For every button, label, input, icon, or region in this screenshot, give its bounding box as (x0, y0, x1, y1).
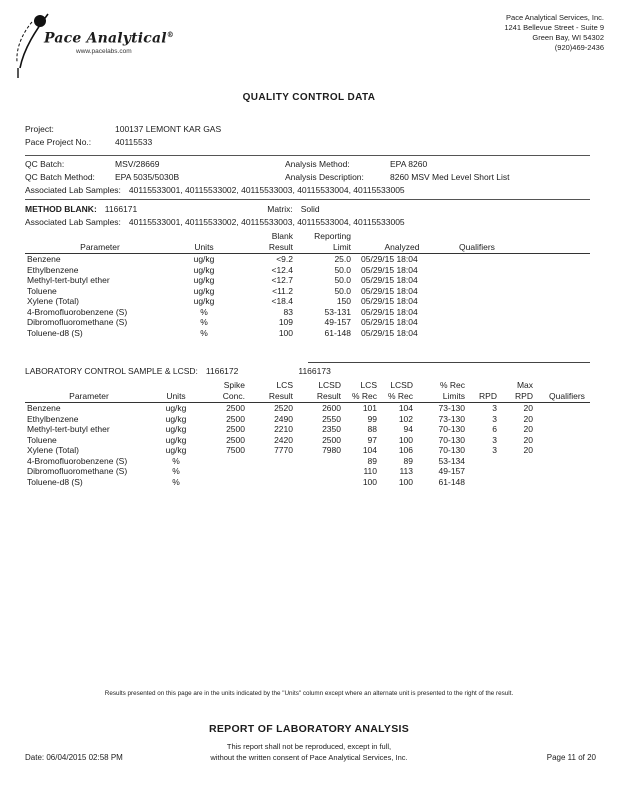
table-row-cell: 2600 (322, 403, 341, 413)
lcsd-id: 1166173 (298, 366, 331, 376)
method-blank-id: 1166171 (104, 204, 138, 214)
table-row (25, 414, 590, 425)
header-row-cell (445, 231, 590, 242)
matrix-value: Solid (300, 204, 320, 214)
mb-associated-samples-value: 40115533001, 40115533002, 40115533003, 40115533004, 40115533005 (128, 217, 405, 227)
table-row-cell: Dibromofluoromethane (S) (27, 317, 128, 327)
header-row-cell (25, 380, 153, 391)
table-row-cell: ug/kg (193, 275, 215, 285)
table-row-cell: Xylene (Total) (27, 296, 79, 306)
table-row (25, 328, 590, 339)
table-row-cell: 53-131 (324, 306, 351, 317)
table-row-cell: 61-148 (324, 327, 351, 338)
analysis-description-label: Analysis Description: (285, 172, 364, 182)
header-row-cell: Conc. (199, 391, 247, 403)
table-row-cell (499, 466, 535, 477)
header-row (25, 231, 590, 242)
table-row-cell (445, 317, 590, 328)
table-row-cell: Ethylbenzene (27, 413, 79, 424)
table-row (25, 466, 590, 477)
analysis-method-label: Analysis Method: (285, 159, 350, 169)
header-row-cell: RPD (499, 391, 535, 403)
print-date: Date: 06/04/2015 02:58 PM (25, 753, 123, 762)
table-row (25, 265, 590, 276)
table-row-cell: Ethylbenzene (27, 264, 79, 275)
table-row-cell (445, 254, 590, 265)
header-row-cell: Limits (415, 391, 467, 403)
table-row-cell: 88 (367, 424, 377, 434)
table-row-cell (467, 477, 499, 488)
header-row-cell: Limit (295, 242, 353, 254)
table-row-cell: 2550 (322, 413, 341, 424)
table-row-cell: 83 (283, 306, 293, 317)
header-row-cell: % Rec (343, 391, 379, 403)
pace-analytical-logo (14, 10, 184, 78)
table-row (25, 286, 590, 297)
pace-project-no-value: 40115533 (115, 137, 153, 147)
table-row-cell: 20 (523, 445, 533, 455)
table-row-cell: 50.0 (334, 285, 351, 296)
table-row (25, 307, 590, 318)
table-row-cell: ug/kg (193, 254, 215, 264)
table-row-cell: 05/29/15 18:04 (361, 296, 418, 306)
header-row-cell: LCSD (318, 380, 341, 390)
table-row-cell (535, 456, 590, 467)
table-row-cell: ug/kg (165, 403, 187, 413)
table-row-cell: 2500 (226, 434, 245, 445)
header-row-cell: Result (233, 242, 295, 254)
table-row-cell: Toluene (27, 434, 57, 445)
header-row-cell: Reporting (314, 231, 351, 241)
table-row-cell: <18.4 (271, 296, 293, 306)
page-header (0, 0, 618, 78)
header-row (25, 391, 590, 403)
table-row (25, 275, 590, 286)
lab-address-block (504, 10, 604, 78)
header-row-cell: Blank (271, 231, 293, 241)
header-row-cell: LCS (360, 380, 377, 390)
table-row (25, 296, 590, 307)
table-row-cell (445, 307, 590, 318)
table-row-cell: 2490 (274, 413, 293, 424)
header-row-cell: Qualifiers (535, 391, 590, 403)
table-row-cell: 70-130 (438, 434, 465, 445)
header-row-cell: Result (247, 391, 295, 403)
table-row-cell: 4-Bromofluorobenzene (S) (27, 455, 128, 466)
header-row-cell: Parameter (25, 242, 175, 254)
header-row (25, 242, 590, 254)
units-footnote: Results presented on this page are in the units indicated by the "Units" column except where an alternate unit is presented to the right of the result. (104, 690, 514, 697)
table-row-cell: ug/kg (165, 445, 187, 455)
table-row-cell: 20 (523, 424, 533, 434)
table-row-cell: Methyl-tert-butyl ether (27, 275, 110, 285)
table-row-cell: 94 (403, 424, 413, 434)
table-row-cell: 05/29/15 18:04 (361, 264, 418, 275)
table-row (25, 435, 590, 446)
qc-batch-info (25, 158, 590, 197)
table-row-cell: 113 (399, 466, 413, 476)
table-row-cell (535, 435, 590, 446)
table-row-cell: 73-130 (438, 413, 465, 424)
table-row-cell: 2520 (274, 403, 293, 413)
table-row-cell (499, 456, 535, 467)
header-row-cell (353, 231, 445, 242)
qc-batch-value: MSV/28669 (115, 159, 160, 169)
brand-name: Pace Analytical® (44, 30, 174, 47)
table-row-cell: ug/kg (165, 413, 187, 424)
header-row-cell: Analyzed (353, 242, 445, 254)
table-row-cell: 104 (398, 403, 413, 413)
address-line: Green Bay, WI 54302 (532, 33, 604, 42)
table-row-cell (247, 466, 295, 477)
header-row-cell: Parameter (25, 391, 153, 403)
header-row-cell (25, 231, 175, 242)
table-row-cell: 05/29/15 18:04 (361, 254, 418, 264)
table-row-cell: <9.2 (276, 254, 293, 264)
header-row-cell (153, 380, 199, 391)
table-row (25, 445, 590, 456)
table-row-cell (535, 414, 590, 425)
header-row-cell: Result (295, 391, 343, 403)
matrix-label: Matrix: (267, 204, 293, 214)
table-row-cell: 61-148 (438, 476, 465, 487)
analysis-method-value: EPA 8260 (390, 159, 428, 169)
table-row-cell (199, 477, 247, 488)
pace-project-no-label: Pace Project No.: (25, 137, 92, 147)
table-row-cell (535, 424, 590, 435)
lcs-section (25, 365, 590, 487)
page-footer (0, 690, 618, 800)
table-row-cell: 2500 (322, 434, 341, 445)
header-row-cell (467, 380, 499, 391)
table-row-cell (535, 445, 590, 456)
table-row-cell: Benzene (27, 254, 61, 264)
table-row-cell (445, 275, 590, 286)
qc-batch-label: QC Batch: (25, 159, 65, 169)
project-value: 100137 LEMONT KAR GAS (115, 124, 222, 134)
table-row-cell: 99 (367, 413, 377, 424)
table-row-cell (535, 403, 590, 414)
brand-website: www.pacelabs.com (76, 48, 132, 55)
table-row-cell: 25.0 (334, 254, 351, 264)
table-row-cell: 102 (398, 413, 413, 424)
table-row-cell: Dibromofluoromethane (S) (27, 466, 128, 476)
header-row-cell: LCS (276, 380, 293, 390)
table-row-cell: <12.7 (271, 275, 293, 285)
table-row-cell (247, 456, 295, 467)
table-row-cell (199, 466, 247, 477)
table-row-cell: 7500 (226, 445, 245, 455)
header-row-cell: Units (175, 242, 233, 254)
table-row-cell: 2500 (226, 403, 245, 413)
table-row-cell: 2350 (322, 424, 341, 434)
table-row-cell: 3 (492, 413, 497, 424)
table-row-cell: 150 (336, 296, 351, 306)
table-row-cell: 7770 (274, 445, 293, 455)
table-row-cell: 97 (367, 434, 377, 445)
table-row-cell: 100 (398, 476, 413, 487)
table-row-cell (467, 466, 499, 477)
table-row-cell: 05/29/15 18:04 (361, 275, 418, 285)
table-row (25, 254, 590, 265)
divider-partial (308, 362, 591, 363)
associated-samples-label: Associated Lab Samples: (25, 185, 121, 195)
header-row-cell (535, 380, 590, 391)
table-row-cell: 110 (363, 466, 377, 476)
table-row-cell: 20 (523, 403, 533, 413)
divider (25, 155, 590, 156)
table-row-cell: 53-134 (438, 455, 465, 466)
disclaimer-line1: This report shall not be reproduced, except in full, (226, 742, 392, 751)
table-row-cell (445, 296, 590, 307)
associated-samples-value: 40115533001, 40115533002, 40115533003, 40115533004, 40115533005 (128, 185, 405, 195)
table-row-cell (535, 477, 590, 488)
table-row-cell: 49-157 (324, 317, 351, 327)
table-row-cell: 05/29/15 18:04 (361, 317, 418, 327)
table-row-cell: 50.0 (334, 275, 351, 285)
table-row-cell: % (200, 317, 208, 327)
table-row-cell: 89 (367, 455, 377, 466)
table-row-cell: % (172, 455, 180, 466)
table-row-cell: Toluene-d8 (S) (27, 476, 83, 487)
table-row-cell (295, 456, 343, 467)
divider (25, 199, 590, 200)
table-row-cell: <12.4 (271, 264, 293, 275)
table-row-cell: Toluene-d8 (S) (27, 327, 83, 338)
table-row-cell: 20 (523, 413, 533, 424)
project-label: Project: (25, 124, 54, 134)
header-row-cell (175, 231, 233, 242)
project-info (25, 123, 590, 149)
table-row-cell: 4-Bromofluorobenzene (S) (27, 306, 128, 317)
header-row-cell: Units (153, 391, 199, 403)
table-row-cell: % (200, 306, 208, 317)
table-row-cell: 3 (492, 403, 497, 413)
method-blank-title: METHOD BLANK: (25, 204, 97, 214)
table-row-cell: ug/kg (165, 424, 187, 434)
registered-mark: ® (166, 30, 174, 39)
header-row-cell: % Rec (379, 391, 415, 403)
header-row-cell: Qualifiers (445, 242, 590, 254)
table-row-cell: 104 (362, 445, 377, 455)
table-row-cell (445, 265, 590, 276)
document-title: QUALITY CONTROL DATA (242, 92, 376, 103)
table-row-cell (445, 286, 590, 297)
header-row-cell: Max (516, 380, 533, 390)
table-row-cell: 6 (492, 424, 497, 434)
table-row-cell: 106 (398, 445, 413, 455)
address-line: (920)469-2436 (554, 43, 604, 52)
table-row-cell: 101 (362, 403, 377, 413)
table-row-cell: 2500 (226, 424, 245, 434)
header-row (25, 380, 590, 391)
table-row-cell: Xylene (Total) (27, 445, 79, 455)
table-row-cell: 05/29/15 18:04 (361, 327, 418, 338)
table-row (25, 477, 590, 488)
table-row-cell: ug/kg (165, 434, 187, 445)
table-row-cell: Toluene (27, 285, 57, 296)
address-line: Pace Analytical Services, Inc. (506, 13, 604, 22)
method-blank-section (25, 203, 590, 338)
qc-batch-method-label: QC Batch Method: (25, 172, 95, 182)
table-row-cell: 50.0 (334, 264, 351, 275)
method-blank-table (25, 231, 590, 338)
table-row-cell: ug/kg (193, 296, 215, 306)
table-row-cell (295, 477, 343, 488)
lcs-id: 1166172 (205, 366, 239, 376)
table-row (25, 317, 590, 328)
analysis-description-value: 8260 MSV Med Level Short List (390, 172, 510, 182)
table-row (25, 456, 590, 467)
table-row-cell: 89 (403, 455, 413, 466)
table-row-cell: % (172, 476, 180, 487)
table-row-cell: 2500 (226, 413, 245, 424)
table-row-cell: 49-157 (438, 466, 465, 476)
table-row-cell: 3 (492, 445, 497, 455)
header-row-cell: LCSD (390, 380, 413, 390)
table-row-cell: 2210 (274, 424, 293, 434)
table-row-cell: 2420 (274, 434, 293, 445)
lcs-title: LABORATORY CONTROL SAMPLE & LCSD: (25, 366, 198, 376)
address-line: 1241 Bellevue Street - Suite 9 (504, 23, 604, 32)
table-row-cell (199, 456, 247, 467)
header-row-cell: % Rec (439, 380, 465, 390)
table-row-cell: 05/29/15 18:04 (361, 285, 418, 296)
table-row (25, 403, 590, 414)
table-row-cell: Benzene (27, 403, 61, 413)
table-row-cell: 7980 (322, 445, 341, 455)
table-row-cell: 70-130 (438, 424, 465, 434)
mb-associated-samples-label: Associated Lab Samples: (25, 217, 121, 227)
disclaimer-line2: without the written consent of Pace Analytical Services, Inc. (210, 753, 408, 762)
table-row-cell: 3 (492, 434, 497, 445)
table-row-cell: % (172, 466, 180, 476)
header-row-cell: Spike (223, 380, 245, 390)
table-row-cell: 100 (278, 327, 293, 338)
table-row-cell: 70-130 (438, 445, 465, 455)
table-row-cell: 05/29/15 18:04 (361, 306, 418, 317)
table-row-cell: 73-130 (438, 403, 465, 413)
table-row-cell: % (200, 327, 208, 338)
table-row-cell (295, 466, 343, 477)
page-number: Page 11 of 20 (546, 753, 596, 762)
table-row-cell: Methyl-tert-butyl ether (27, 424, 110, 434)
table-row-cell: <11.2 (272, 285, 293, 296)
table-row-cell: 109 (278, 317, 293, 327)
lcs-table (25, 380, 590, 487)
qc-batch-method-value: EPA 5035/5030B (115, 172, 180, 182)
table-row-cell (535, 466, 590, 477)
header-row-cell: RPD (467, 391, 499, 403)
table-row-cell (445, 328, 590, 339)
table-row-cell: ug/kg (193, 264, 215, 275)
table-row-cell: 20 (523, 434, 533, 445)
table-row-cell: 100 (362, 476, 377, 487)
table-row-cell (499, 477, 535, 488)
table-row-cell: ug/kg (193, 285, 215, 296)
table-row-cell (467, 456, 499, 467)
table-row-cell: 100 (398, 434, 413, 445)
report-title: REPORT OF LABORATORY ANALYSIS (208, 723, 410, 735)
table-row (25, 424, 590, 435)
table-row-cell (247, 477, 295, 488)
